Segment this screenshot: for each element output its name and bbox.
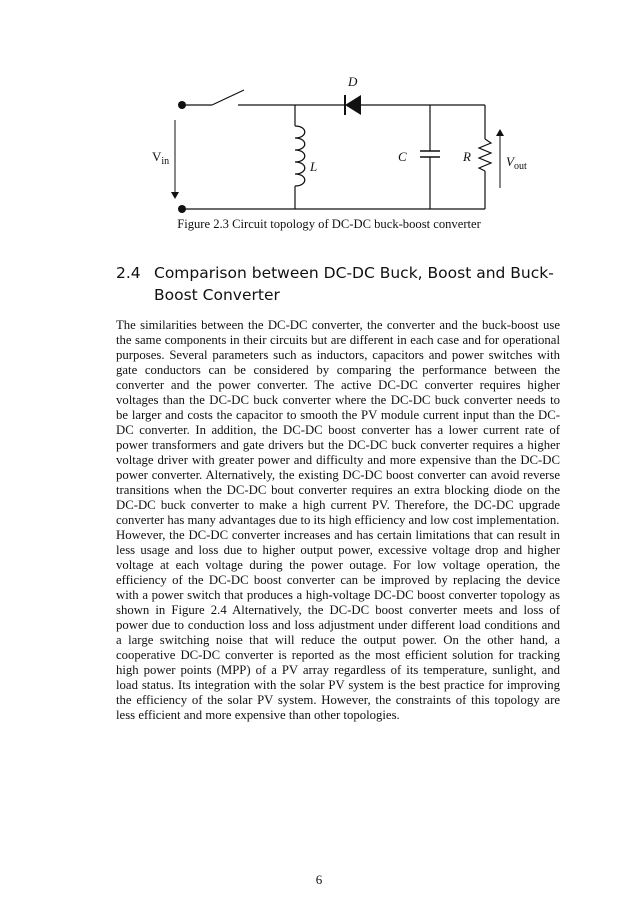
capacitor-label: C bbox=[398, 149, 407, 164]
diode-label: D bbox=[348, 74, 358, 89]
inductor-coil bbox=[295, 126, 305, 186]
body-text bbox=[116, 318, 560, 723]
vin-label: $V_{in}$ bbox=[152, 149, 170, 167]
switch-lever bbox=[212, 90, 244, 105]
diode-triangle bbox=[345, 95, 361, 115]
paragraph: However, the DC-DC converter increases and has certain limitations that can result in less usage and loss due to higher output power, excessive voltage drop and higher voltage at each voltage during the power outage. For low voltage operation, the efficiency of the DC-DC boost converter can be improved by replacing the device with a power switch that produces a high-voltage DC-DC boost converter topology as shown in Figure 2.4 Alternatively, the DC-DC boost converter meets and loss of power due to conduction loss and loss adjustment under different load conditions and a large switching noise that will reduce the output power. On the other hand, a cooperative DC-DC converter is reported as the most efficient solution for tracking high power points (MPP) of a PV array regardless of its temperature, sunlight, and load status. Its integration with the solar PV system is the best practice for improving the efficiency of the solar PV system. However, the constraints of this topology are less efficient and more expensive than other topologies. bbox=[116, 528, 560, 722]
terminal-top bbox=[178, 101, 186, 109]
resistor-label: R bbox=[463, 149, 471, 164]
paragraph: The similarities between the DC-DC converter, the converter and the buck-boost use the same components in their circuits but are different in each case and for operational purposes. Several parameters such as inductors, capacitors and power switches with gate conductors can be considered by comparing the performance between the converter and the power converter. The active DC-DC converter requires higher voltages than the DC-DC buck converter where the DC-DC buck converter needs to be larger and costs the capacitor to smooth the PV module current input than the DC-DC converter. In addition, the DC-DC boost converter has a lower current rate of power transformers and gate drivers but the DC-DC buck converter requires a higher voltage driver with greater power and difficulty and more expensive than the DC-DC power converter. Alternatively, the existing DC-DC boost converter can avoid reverse transitions when the DC-DC bout converter requires an extra blocking diode on the DC-DC buck converter to make a high current PV. Therefore, the DC-DC upgrade converter has many advantages due to its high efficiency and low cost implementation. bbox=[116, 318, 560, 527]
resistor-zigzag bbox=[479, 139, 491, 171]
terminal-bottom bbox=[178, 205, 186, 213]
section-number: 2.4 bbox=[116, 264, 141, 282]
vout-arrow-head bbox=[496, 129, 504, 136]
section-title: Comparison between DC-DC Buck, Boost and Buck-Boost Converter bbox=[154, 264, 554, 304]
section-heading bbox=[116, 262, 556, 306]
inductor-label: L bbox=[310, 159, 318, 174]
page-number: 6 bbox=[315, 872, 323, 887]
vin-arrow-head bbox=[171, 192, 179, 199]
circuit-diagram bbox=[140, 68, 540, 220]
figure-caption: Figure 2.3 Circuit topology of DC-DC buck-boost converter bbox=[177, 217, 481, 231]
vout-label: $V_{out}$ bbox=[506, 154, 527, 172]
